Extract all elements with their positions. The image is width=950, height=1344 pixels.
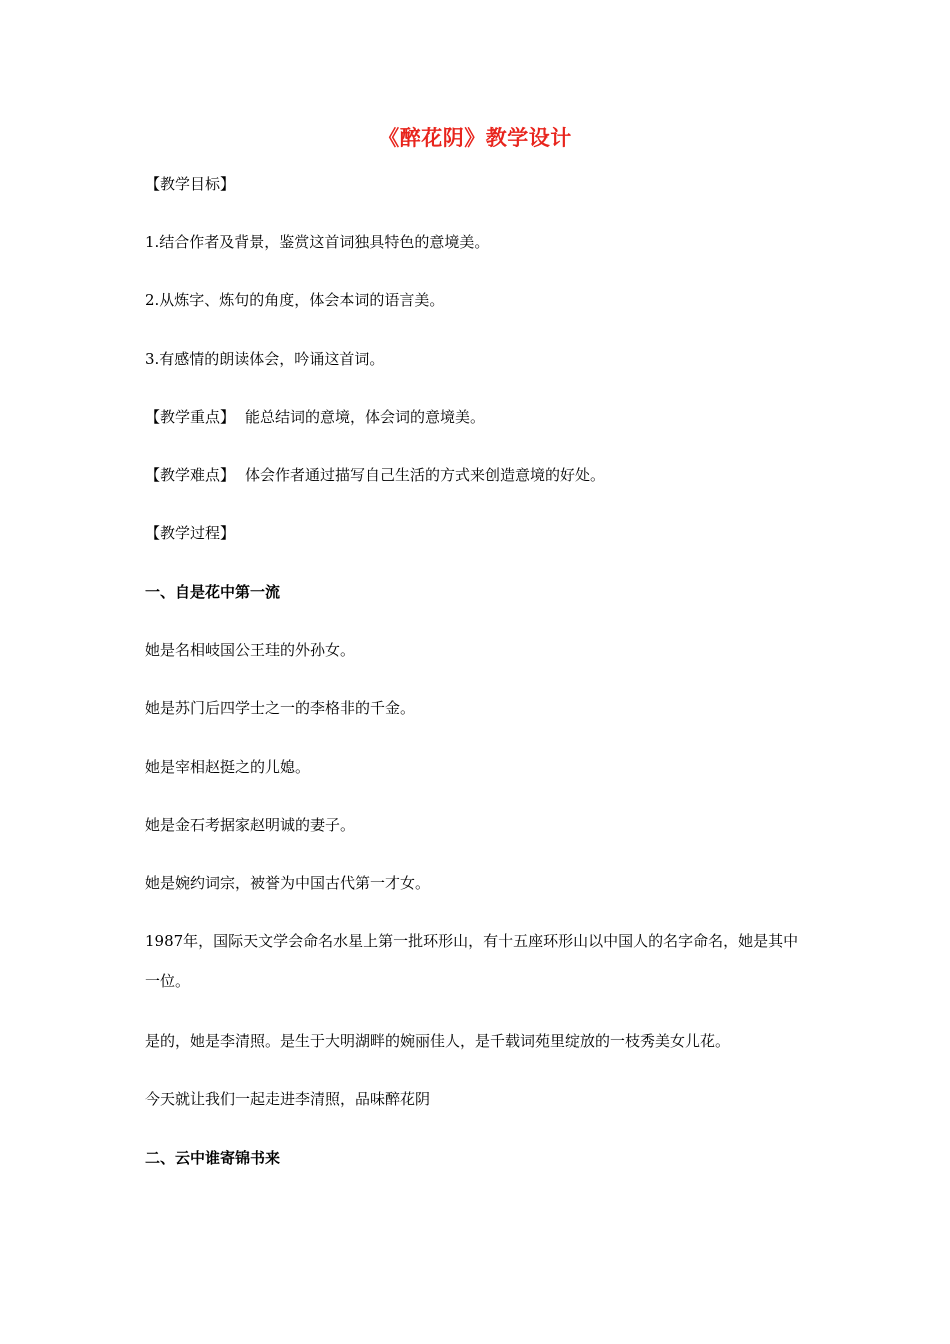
paragraph: 是的，她是李清照。是生于大明湖畔的婉丽佳人，是千载词苑里绽放的一枝秀美女儿花。 (145, 1032, 731, 1050)
paragraph: 她是宰相赵挺之的儿媳。 (145, 758, 311, 776)
section-heading: 一、自是花中第一流 (145, 583, 281, 601)
section-heading: 二、云中谁寄锦书来 (145, 1149, 281, 1167)
objective-item: 3.有感情的朗读体会，吟诵这首词。 (145, 350, 385, 368)
process-heading: 【教学过程】 (145, 524, 236, 542)
paragraph: 1987年，国际天文学会命名水星上第一批环形山，有十五座环形山以中国人的名字命名，她是其中一位。 (145, 932, 799, 990)
paragraph: 今天就让我们一起走进李清照，品味醉花阴 (145, 1090, 431, 1108)
objective-item: 1.结合作者及背景，鉴赏这首词独具特色的意境美。 (145, 233, 490, 251)
document-title: 《醉花阴》教学设计 (378, 125, 572, 150)
paragraph: 她是苏门后四学士之一的李格非的千金。 (145, 699, 416, 717)
paragraph: 她是名相岐国公王珪的外孙女。 (145, 641, 356, 659)
key-point-text: 能总结词的意境，体会词的意境美。 (245, 408, 486, 426)
key-point-label: 【教学重点】 (145, 408, 236, 426)
paragraph: 她是金石考据家赵明诚的妻子。 (145, 816, 356, 834)
difficulty-label: 【教学难点】 (145, 466, 236, 484)
objective-item: 2.从炼字、炼句的角度，体会本词的语言美。 (145, 291, 445, 309)
objectives-heading: 【教学目标】 (145, 175, 236, 193)
difficulty-text: 体会作者通过描写自己生活的方式来创造意境的好处。 (245, 466, 606, 484)
difficulty-line (145, 465, 815, 485)
paragraph: 她是婉约词宗，被誉为中国古代第一才女。 (145, 874, 431, 892)
key-point-line (145, 407, 815, 427)
